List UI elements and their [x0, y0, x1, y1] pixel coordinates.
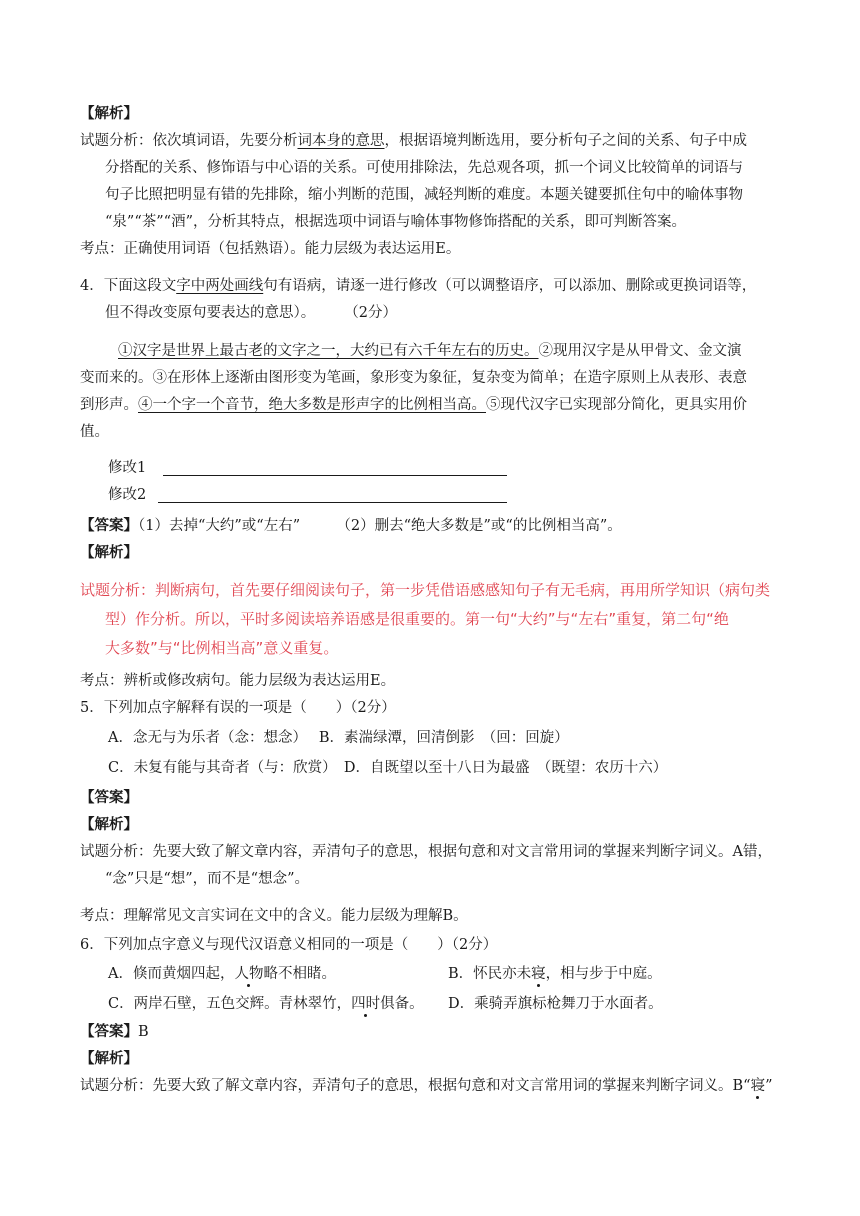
question-stem: 5．下列加点字解释有误的一项是（ ）（2分）	[80, 700, 396, 716]
kaodian-line: 考点：理解常见文言实词在文中的含义。能力层级为理解B。	[80, 908, 468, 924]
analysis-line: 试题分析：先要大致了解文章内容，弄清句子的意思，根据句意和对文言常用词的掌握来判断字词义。B“寝”	[80, 1078, 773, 1094]
analysis-label: 【解析】	[80, 105, 138, 122]
fix-label-2: 修改2	[108, 487, 147, 503]
option-a: A．倏而黄烟四起，人物略不相睹。	[108, 966, 336, 982]
passage-line: 到形声。④一个字一个音节，绝大多数是形声字的比例相当高。⑤现代汉字已实现部分简化，更具实用价	[80, 397, 747, 413]
option-c: C．两岸石壁，五色交辉。青林翠竹，四时俱备。	[108, 996, 424, 1012]
option-b: B．怀民亦未寝，相与步于中庭。	[448, 966, 662, 982]
analysis-line: 句子比照把明显有错的先排除，缩小判断的范围，减轻判断的难度。本题关键要抓住句中的喻体事物	[105, 187, 743, 203]
answer-line: 【答案】（1）去掉“大约”或“左右” （2）删去“绝大多数是”或“的比例相当高”。	[80, 517, 622, 534]
question-stem: 4．下面这段文字中两处画线句有语病，请逐一进行修改（可以调整语序，可以添加、删除或更换词语等，	[80, 278, 757, 294]
analysis-line: “泉”“茶”“酒”，分析其特点，根据选项中词语与喻体事物修饰搭配的关系，即可判断答案。	[105, 214, 686, 230]
answer-blank-2[interactable]	[158, 502, 507, 503]
option-row-ab: A．念无与为乐者（念：想念） B．素湍绿潭，回清倒影 （回：回旋）	[108, 730, 569, 746]
analysis-label: 【解析】	[80, 1050, 138, 1067]
red-analysis-line: 大多数”与“比例相当高”意义重复。	[105, 639, 339, 657]
answer-line: 【答案】B	[80, 1023, 149, 1040]
analysis-label: 【解析】	[80, 816, 138, 833]
passage-line: ①汉字是世界上最古老的文字之一，大约已有六千年左右的历史。②现用汉字是从甲骨文、金文演	[118, 343, 742, 359]
answer-blank-1[interactable]	[163, 475, 507, 476]
question-stem-cont: 但不得改变原句要表达的意思）。 （2分）	[105, 305, 397, 321]
passage-line: 值。	[80, 424, 109, 440]
analysis-line: 试题分析：依次填词语，先要分析词本身的意思，根据语境判断选用，要分析句子之间的关系、句子中成	[80, 133, 747, 149]
answer-label: 【答案】	[80, 789, 138, 806]
analysis-line: 试题分析：先要大致了解文章内容，弄清句子的意思，根据句意和对文言常用词的掌握来判断字词义。A错，	[80, 844, 772, 860]
option-row-cd: C．未复有能与其奇者（与：欣赏） D．自既望以至十八日为最盛 （既望：农历十六）	[108, 760, 668, 776]
analysis-label: 【解析】	[80, 544, 138, 561]
red-analysis-line: 型）作分析。所以，平时多阅读培养语感是很重要的。第一句“大约”与“左右”重复，第二句“绝	[105, 610, 729, 628]
kaodian-line: 考点：正确使用词语（包括熟语）。能力层级为表达运用E。	[80, 241, 461, 257]
kaodian-line: 考点：辨析或修改病句。能力层级为表达运用E。	[80, 673, 396, 689]
fix-label-1: 修改1	[108, 460, 147, 476]
red-analysis-line: 试题分析：判断病句，首先要仔细阅读句子，第一步凭借语感感知句子有无毛病，再用所学知识（病句类	[80, 581, 771, 599]
question-stem: 6．下列加点字意义与现代汉语意义相同的一项是（ ）（2分）	[80, 937, 498, 953]
passage-line: 变而来的。③在形体上逐渐由图形变为笔画，象形变为象征，复杂变为简单；在造字原则上从表形、表意	[80, 370, 747, 386]
analysis-line: 分搭配的关系、修饰语与中心语的关系。可使用排除法，先总观各项，抓一个词义比较简单的词语与	[105, 160, 743, 176]
option-d: D．乘骑弄旗标枪舞刀于水面者。	[448, 996, 663, 1012]
analysis-line: “念”只是“想”，而不是“想念”。	[105, 871, 309, 887]
